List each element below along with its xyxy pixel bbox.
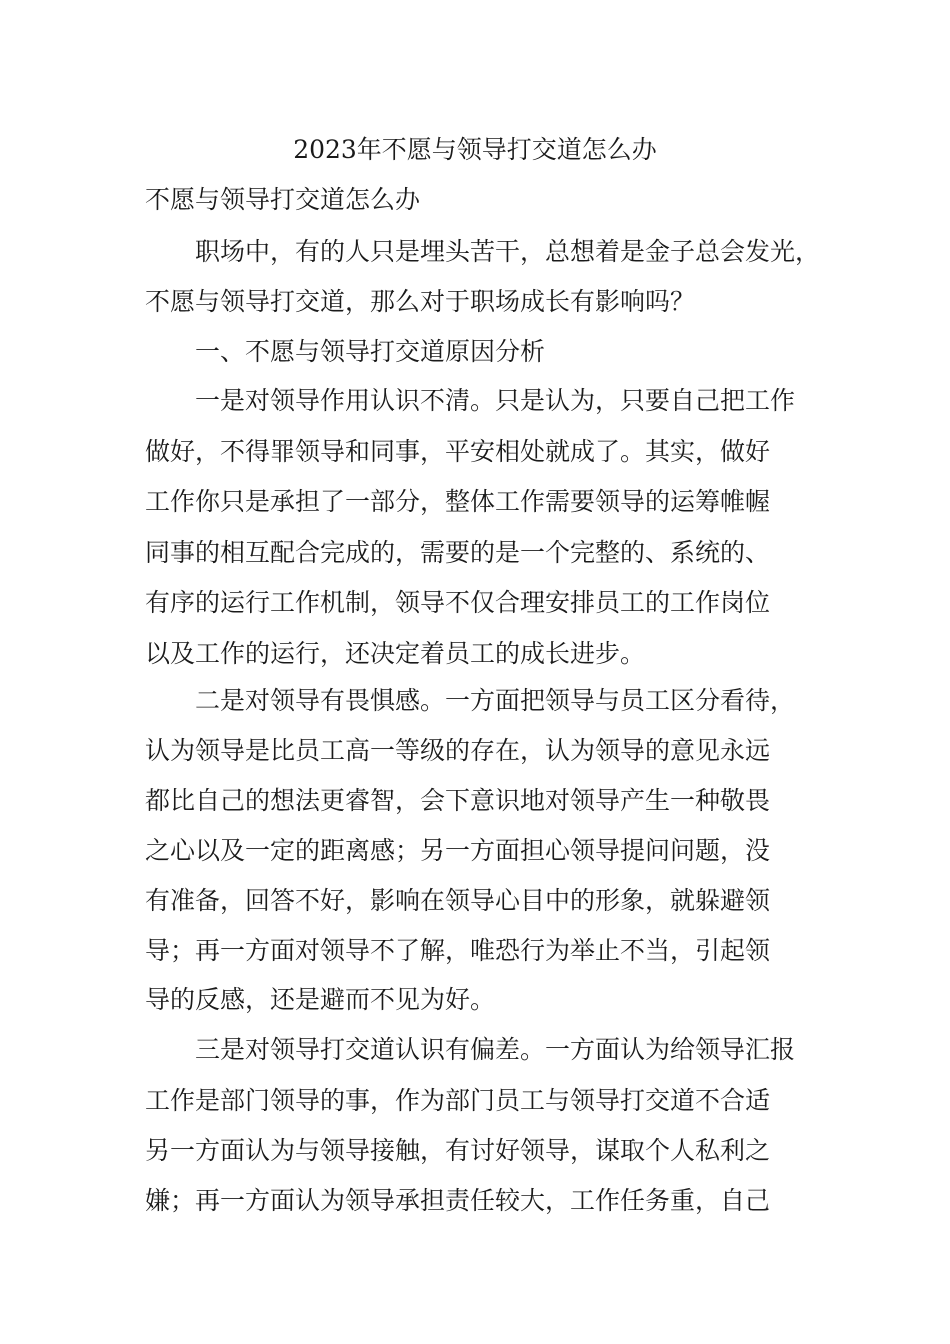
text-line: 有准备，回答不好，影响在领导心目中的形象，就躲避领 (145, 886, 771, 915)
text-line: 都比自己的想法更睿智，会下意识地对领导产生一种敬畏 (145, 786, 771, 815)
section-heading: 一、不愿与领导打交道原因分析 (145, 337, 546, 366)
text-line: 工作是部门领导的事，作为部门员工与领导打交道不合适 (145, 1086, 771, 1115)
text-line: 做好，不得罪领导和同事，平安相处就成了。其实，做好 (145, 437, 771, 466)
text-line: 嫌；再一方面认为领导承担责任较大，工作任务重，自己 (145, 1186, 771, 1215)
text-line: 导的反感，还是避而不见为好。 (145, 985, 496, 1014)
text-line: 导；再一方面对领导不了解，唯恐行为举止不当，引起领 (145, 936, 771, 965)
text-line: 职场中，有的人只是埋头苦干，总想着是金子总会发光， (145, 237, 821, 266)
text-line: 另一方面认为与领导接触，有讨好领导，谋取个人私利之 (145, 1136, 771, 1165)
text-line: 同事的相互配合完成的，需要的是一个完整的、系统的、 (145, 538, 771, 567)
document-title: 2023年不愿与领导打交道怎么办 (293, 135, 657, 164)
text-line: 以及工作的运行，还决定着员工的成长进步。 (145, 639, 646, 668)
text-line: 认为领导是比员工高一等级的存在，认为领导的意见永远 (145, 736, 771, 765)
document-subtitle: 不愿与领导打交道怎么办 (145, 185, 421, 214)
text-line: 不愿与领导打交道，那么对于职场成长有影响吗？ (145, 287, 696, 316)
text-line: 工作你只是承担了一部分，整体工作需要领导的运筹帷幄 (145, 487, 771, 516)
text-line: 三是对领导打交道认识有偏差。一方面认为给领导汇报 (145, 1035, 796, 1064)
text-line: 一是对领导作用认识不清。只是认为，只要自己把工作 (145, 386, 796, 415)
text-line: 之心以及一定的距离感；另一方面担心领导提问问题，没 (145, 836, 771, 865)
text-line: 二是对领导有畏惧感。一方面把领导与员工区分看待， (145, 686, 796, 715)
text-line: 有序的运行工作机制，领导不仅合理安排员工的工作岗位 (145, 588, 771, 617)
